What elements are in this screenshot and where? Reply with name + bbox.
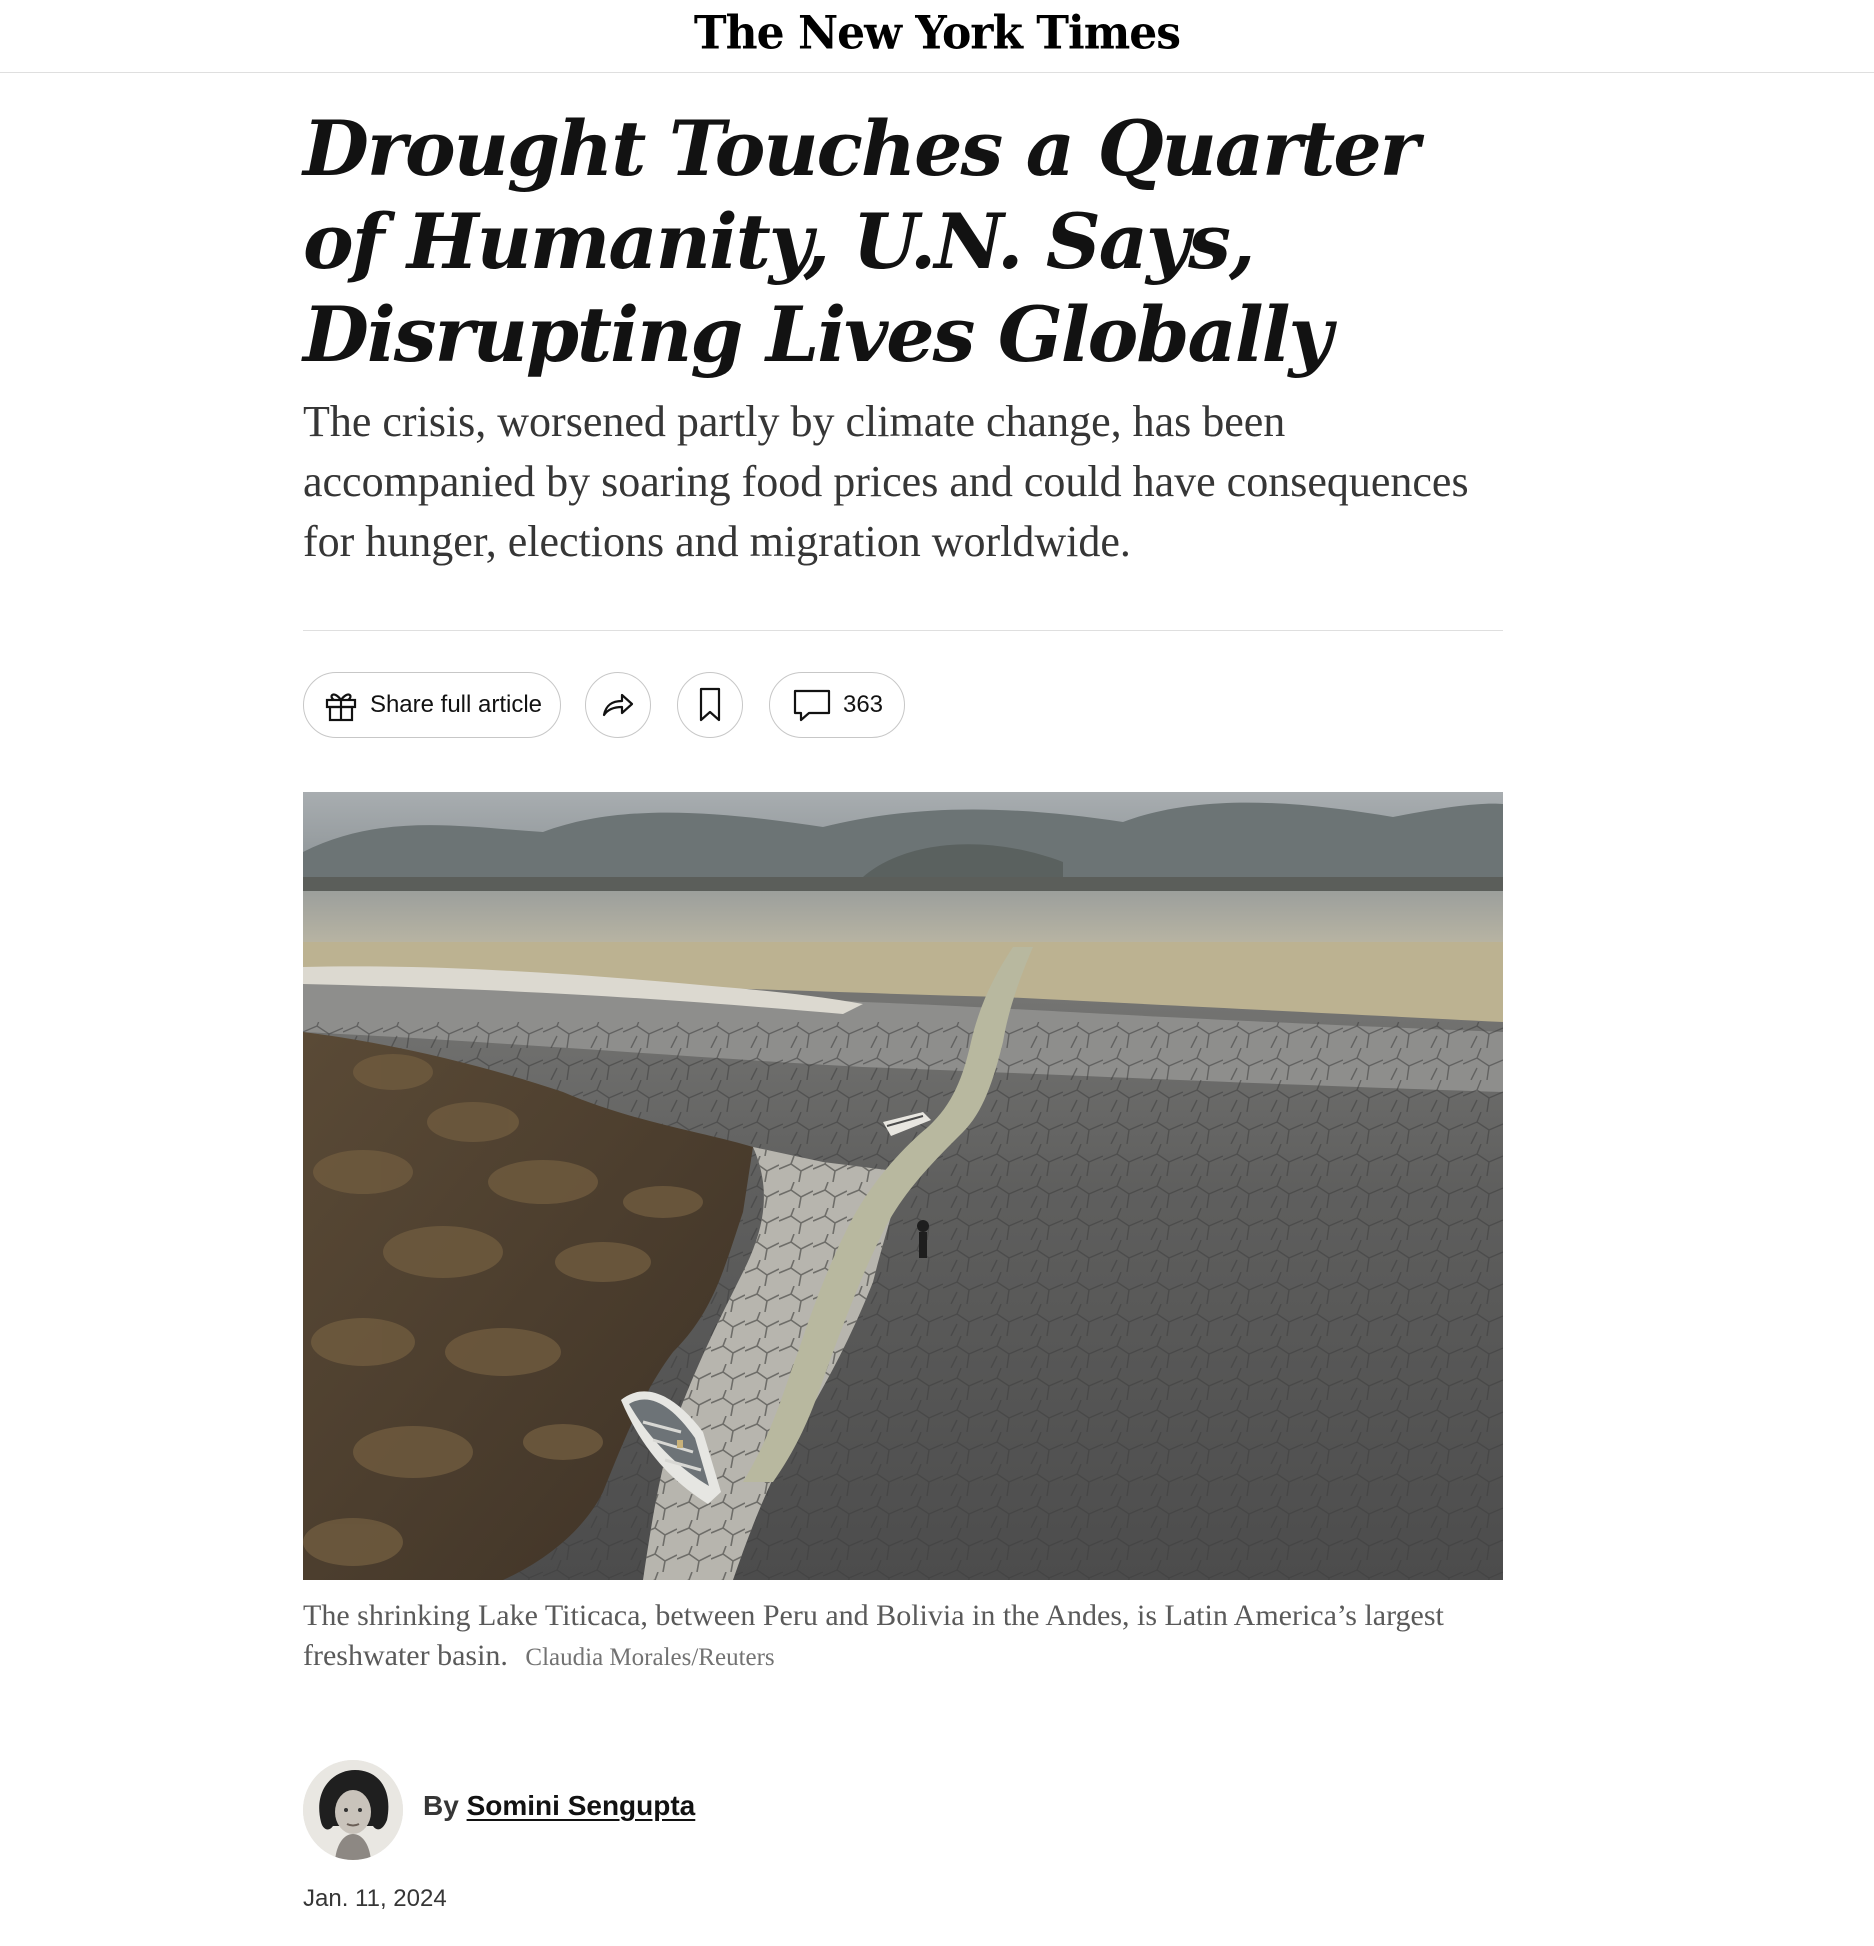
share-full-article-label: Share full article (369, 691, 543, 718)
byline-text (423, 1790, 695, 1822)
masthead (0, 0, 1874, 73)
article-summary: The crisis, worsened partly by climate change, has been accompanied by soaring food prices and could have consequences for hunger, elections and migration worldwide. (303, 397, 1469, 566)
gift-icon (322, 686, 360, 724)
comment-count: 363 (842, 691, 884, 718)
byline (303, 1760, 1103, 1860)
lead-photo (303, 792, 1503, 1580)
author-portrait-icon (303, 1760, 403, 1860)
share-arrow-icon (598, 685, 638, 725)
article-toolbar (303, 672, 1503, 740)
bookmark-icon (695, 685, 725, 725)
article-headline: Drought Touches a Quarter of Humanity, U.N. Says, Disrupting Lives Globally (303, 104, 1418, 379)
save-button[interactable] (677, 672, 743, 738)
share-full-article-button[interactable] (303, 672, 561, 738)
caption-text: The shrinking Lake Titicaca, between Peru and Bolivia in the Andes, is Latin America’s largest freshwater basin. (303, 1599, 1444, 1672)
byline-prefix: By (423, 1790, 459, 1821)
nyt-logo[interactable]: The New York Times (693, 6, 1181, 61)
author-link[interactable]: Somini Sengupta (466, 1790, 696, 1821)
divider (303, 630, 1503, 631)
photo-credit: Claudia Morales/Reuters (525, 1644, 775, 1671)
share-button[interactable] (585, 672, 651, 738)
author-avatar[interactable] (303, 1760, 403, 1860)
lake-titicaca-photo (303, 792, 1503, 1580)
photo-caption (303, 1596, 1503, 1678)
publish-date: Jan. 11, 2024 (303, 1885, 447, 1912)
comment-icon (791, 685, 833, 725)
comments-button[interactable] (769, 672, 905, 738)
